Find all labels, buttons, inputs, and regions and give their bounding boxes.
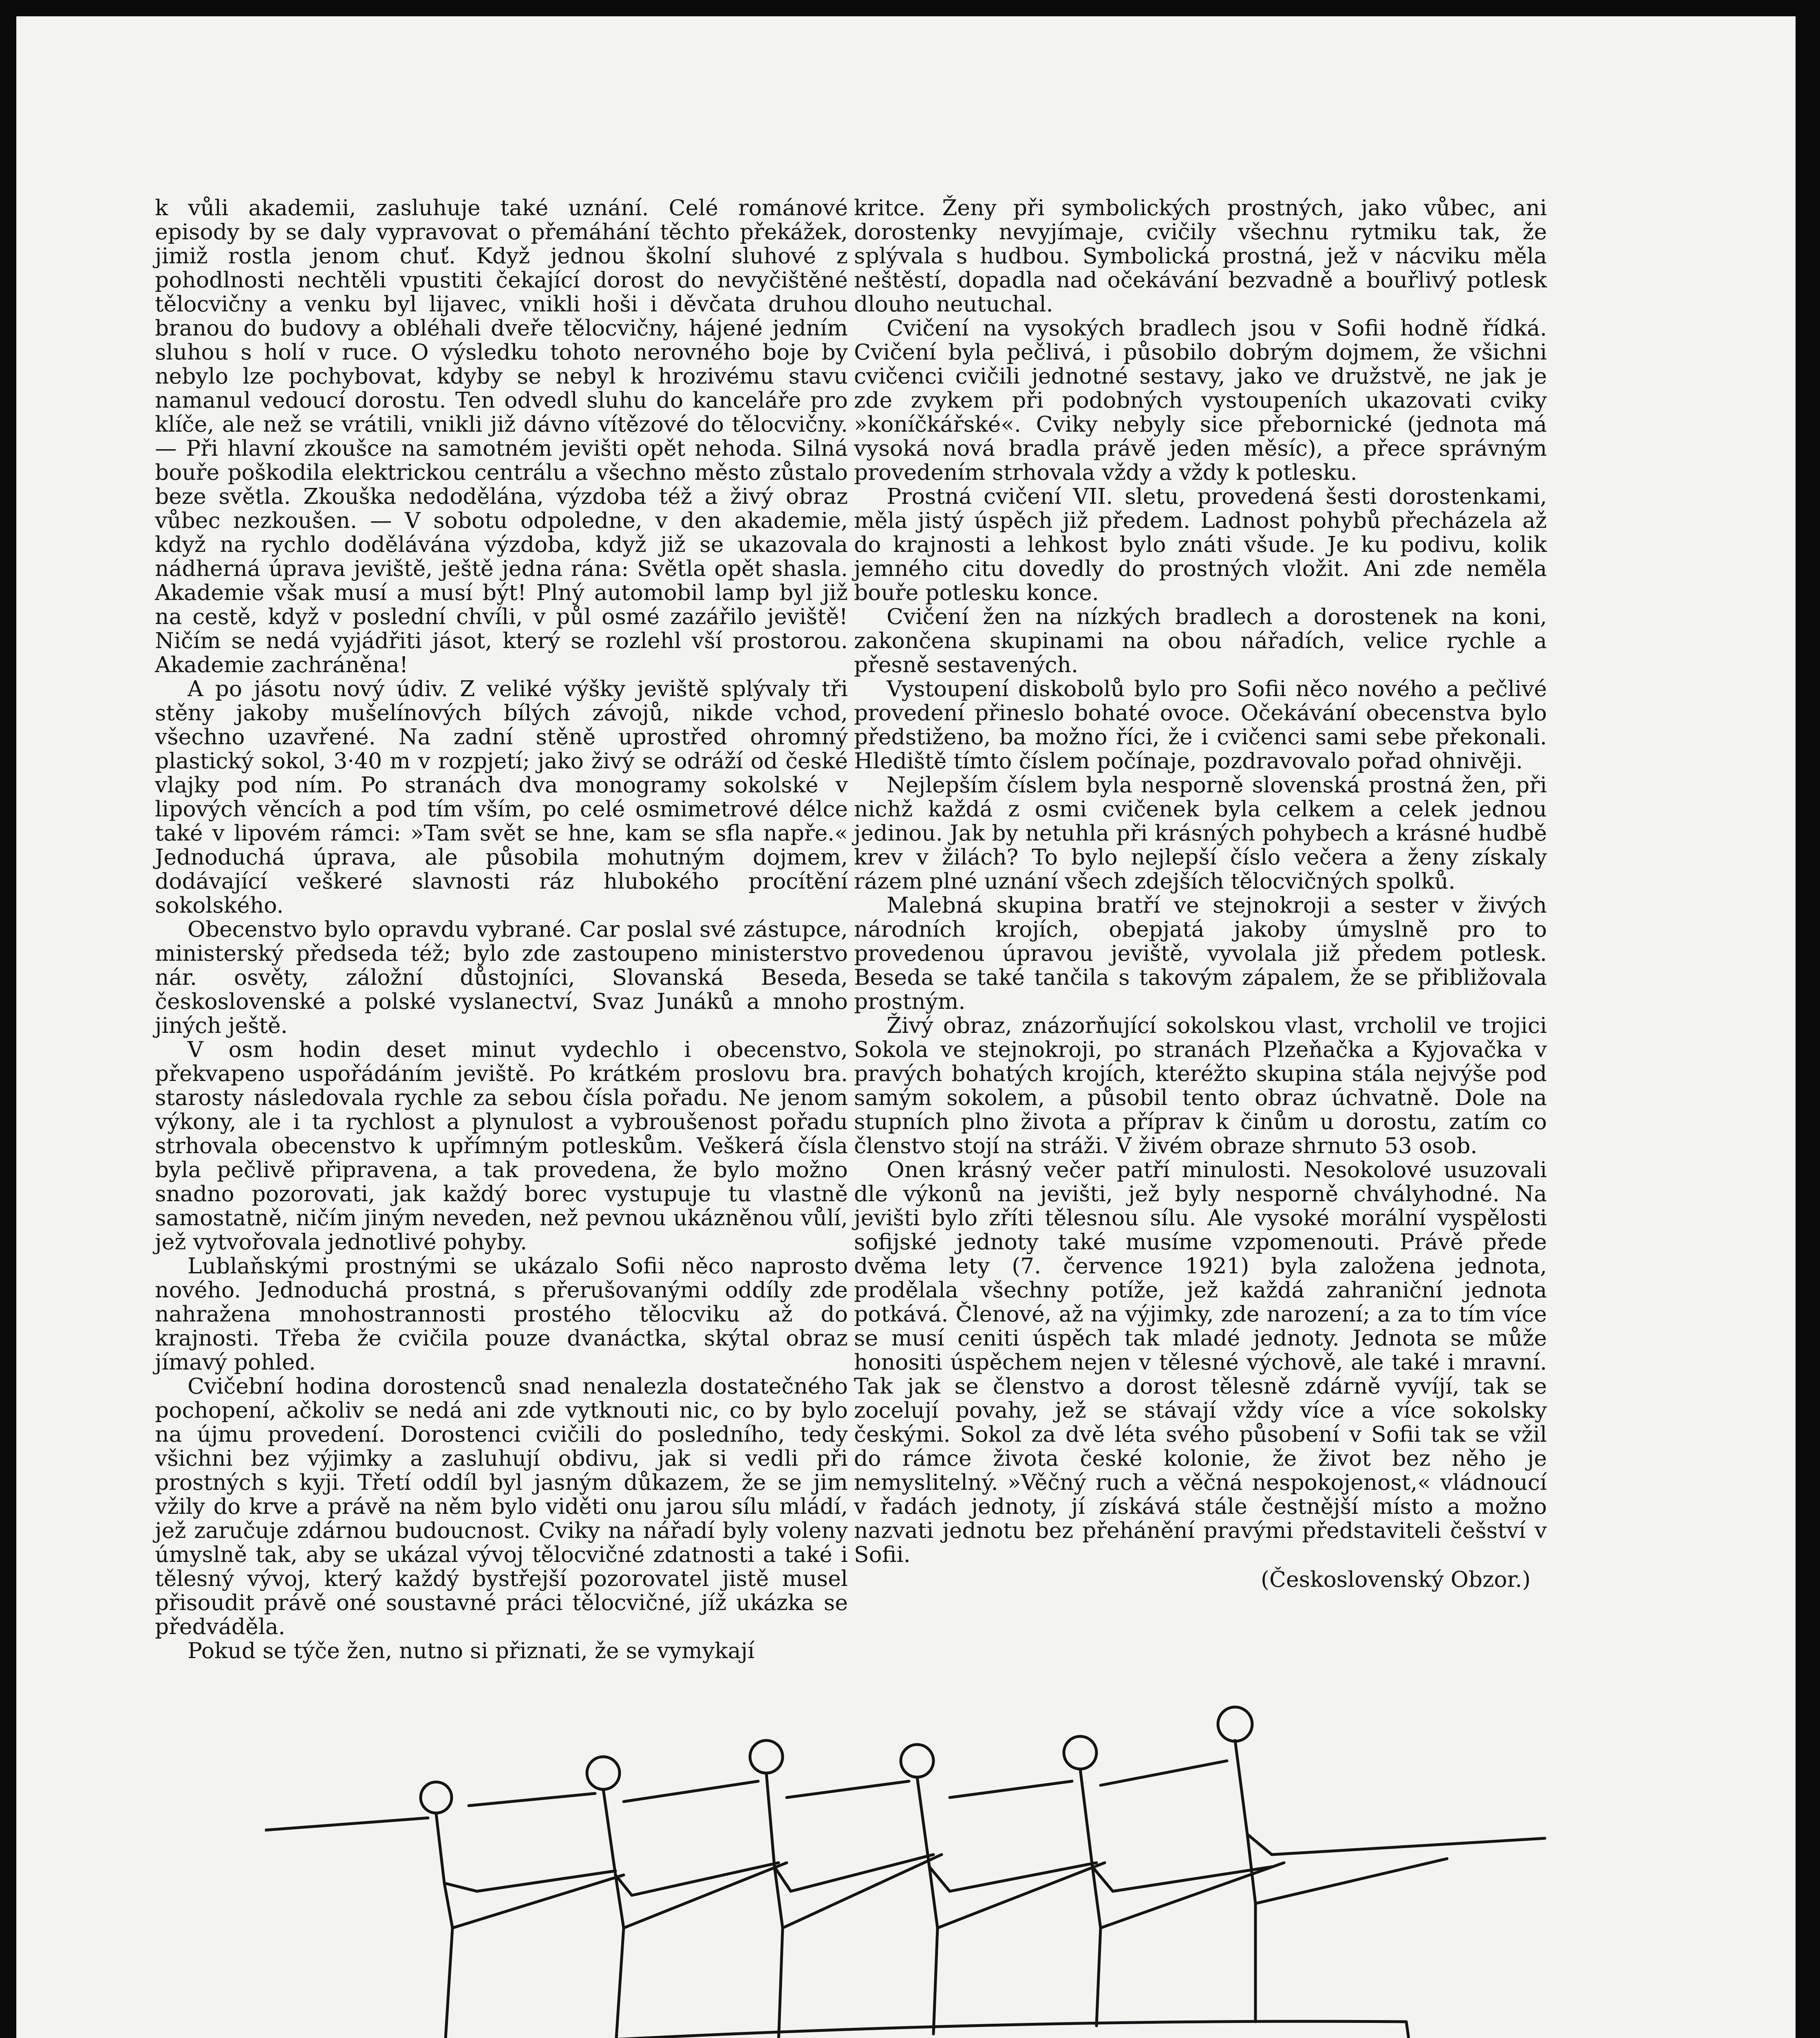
right-column xyxy=(854,196,1547,1591)
paragraph: Lublaňskými prostnými se ukázalo Sofii něco naprosto nového. Jednoduchá prostná, s přerušovanými oddíly zde nahražena mnohostrannosti prostého tělocviku až do krajnosti. Třeba že cvičila pouze dvanáctka, skýtal obraz jímavý pohled. xyxy=(155,1253,848,1375)
paragraph: Pokud se týče žen, nutno si přiznati, že se vymykají xyxy=(188,1638,755,1663)
gymnast-figure xyxy=(265,1782,624,2038)
paragraph: Prostná cvičení VII. sletu, provedená šesti dorostenkami, měla jistý úspěch již předem. Ladnost pohybů přecházela až do krajnosti a lehkost bylo znáti všude. Je ku podivu, kolik jemného citu dovedly do prostných vložit. Ani zde neměla bouře potlesku konce. xyxy=(854,483,1547,605)
gymnast-figure xyxy=(624,1740,942,2038)
gymnast-figure xyxy=(1101,1707,1545,2022)
paragraph: A po jásotu nový údiv. Z veliké výšky jeviště splývaly tři stěny jakoby mušelínových bílých závojů, nikde vchod, všechno uzavřené. Na zadní stěně uprostřed ohromný plastický sokol, 3·40 m v rozpjetí; jako živý se odráží od české vlajky pod ním. Po stranách dva monogramy sokolské v lipových věncích a pod tím vším, po celé osmimetrové délce také v lipovém rámci: »Tam svět se hne, kam se sfla napře.« Jednoduchá úprava, ale působila mohutným dojmem, dodávající veškeré slavnosti ráz hlubokého procítění sokolského. xyxy=(155,676,848,918)
paragraph: Cvičení žen na nízkých bradlech a dorostenek na koni, zakončena skupinami na obou nářadích, velice rychle a přesně sestavených. xyxy=(854,604,1547,677)
balance-beam xyxy=(306,2021,1410,2038)
paragraph: Malebná skupina bratří ve stejnokroji a sester v živých národních krojích, obepjatá jakoby úmyslně pro to provedenou úpravou jeviště, vyvolala již předem potlesk. Beseda se také tančila s takovým zápalem, že se přibližovala prostným. xyxy=(854,892,1547,1014)
gymnasts-on-beam-illustration xyxy=(265,1700,1561,2038)
paragraph: Vystoupení diskobolů bylo pro Sofii něco nového a pečlivé provedení přineslo bohaté ovoce. Očekávání obecenstva bylo předstiženo, ba možno říci, že i cvičenci sami sebe překonali. Hlediště tímto číslem počínaje, pozdravovalo pořad ohnivěji. xyxy=(854,676,1547,774)
gymnast-figure xyxy=(469,1757,787,2038)
paragraph: k vůli akademii, zasluhuje také uznání. Celé románové episody by se daly vypravovat o přemáhání těchto překážek, jimiž rostla jenom chuť. Když jednou školní sluhové z pohodlnosti nechtěli vpustiti čekající dorost do nevyčištěné tělocvičny a venku byl lijavec, vnikli hoši i děvčata druhou branou do budovy a obléhali dveře tělocvičny, hájené jedním sluhou s holí v ruce. O výsledku tohoto nerovného boje by nebylo lze pochybovat, kdyby se nebyl k hrozivému stavu namanul vedoucí dorostu. Ten odvedl sluhu do kanceláře pro klíče, ale než se vrátili, vnikli již dávno vítězové do tělocvičny. — Při hlavní zkoušce na samotném jevišti opět nehoda. Silná bouře poškodila elektrickou centrálu a všechno město zůstalo beze světla. Zkouška nedodělána, výzdoba též a živý obraz vůbec nezkoušen. — V sobotu odpoledne, v den akademie, když na rychlo dodělávána výzdoba, když již se ukazovala nádherná úprava jeviště, ještě jedna rána: Světla opět shasla. Akademie však musí a musí být! Plný automobil lamp byl již na cestě, když v poslední chvíli, v půl osmé zazářilo jeviště! Ničím se nedá vyjádřiti jásot, který se rozlehl vší prostorou. Akademie zachráněna! xyxy=(155,195,848,677)
paragraph: Nejlepším číslem byla nesporně slovenská prostná žen, při nichž každá z osmi cvičenek byla celkem a celek jednou jedinou. Jak by netuhla při krásných pohybech a krásné hudbě krev v žilách? To bylo nejlepší číslo večera a ženy získaly rázem plné uznání všech zdejších tělocvičných spolků. xyxy=(854,772,1547,894)
paragraph: Obecenstvo bylo opravdu vybrané. Car poslal své zástupce, ministerský předseda též; bylo zde zastoupeno ministerstvo nár. osvěty, záložní důstojníci, Slovanská Beseda, československé a polské vyslanectví, Svaz Junáků a mnoho jiných ještě. xyxy=(155,916,848,1038)
paragraph: Živý obraz, znázorňující sokolskou vlast, vrcholil ve trojici Sokola ve stejnokroji, po stranách Plzeňačka a Kyjovačka v pravých bohatých krojích, kteréžto skupina stála nejvýše pod samým sokolem, a působil tento obraz úchvatně. Dole na stupních plno života a příprav k činům u dorostu, zatím co členstvo stojí na stráži. V živém obraze shrnuto 53 osob. xyxy=(854,1012,1547,1158)
paragraph: Cvičební hodina dorostenců snad nenalezla dostatečného pochopení, ačkoliv se nedá ani zde vytknouti nic, co by bylo na újmu provedení. Dorostenci cvičili do posledního, tedy všichni bez výjimky a zasluhují obdivu, jak si vedli při prostných s kyji. Třetí oddíl byl jasným důkazem, že se jim vžily do krve a právě na něm bylo viděti onu jarou sílu mládí, jež zaručuje zdárnou budoucnost. Cviky na nářadí byly voleny úmyslně tak, aby se ukázal vývoj tělocvičné zdatnosti a také i tělesný vývoj, který každý bystřejší pozorovatel jistě musel přisoudit právě oné soustavné práci tělocvičné, jíž ukázka se předváděla. xyxy=(155,1373,848,1639)
paragraph: Cvičení na vysokých bradlech jsou v Sofii hodně řídká. Cvičení byla pečlivá, i působilo dobrým dojmem, že všichni cvičenci cvičili jednotné sestavy, jako ve družstvě, ne jak je zde zvykem při podobných vystoupeních ukazovati cviky »koníčkářské«. Cviky nebyly sice přebornické (jednota má vysoká nová bradla právě jeden měsíc), a přece správným provedením strhovala vždy a vždy k potlesku. xyxy=(854,315,1547,485)
left-column xyxy=(155,196,848,1663)
paragraph: kritce. Ženy při symbolických prostných, jako vůbec, ani dorostenky nevyjímaje, cvičily všechnu rytmiku tak, že splývala s hudbou. Symbolická prostná, jež v nácviku měla neštěstí, dopadla nad očekávání bezvadně a bouřlivý potlesk dlouho neutuchal. xyxy=(854,195,1547,317)
paragraph: V osm hodin deset minut vydechlo i obecenstvo, překvapeno uspořádáním jeviště. Po krátkém proslovu bra. starosty následovala rychle za sebou čísla pořadu. Ne jenom výkony, ale i ta rychlost a plynulost a vybroušenost pořadu strhovala obecenstvo k upřímným potleskům. Veškerá čísla byla pečlivě připravena, a tak provedena, že bylo možno snadno pozorovati, jak každý borec vystupuje tu vlastně samostatně, ničím jiným neveden, než pevnou ukázněnou vůlí, jež vytvořovala jednotlivé pohyby. xyxy=(155,1037,848,1255)
source-attribution: (Československý Obzor.) xyxy=(1261,1566,1531,1592)
gymnast-figure xyxy=(787,1745,1105,2034)
paragraph: Onen krásný večer patří minulosti. Nesokolové usuzovali dle výkonů na jevišti, jež byly nesporně chvályhodné. Na jevišti bylo zříti tělesnou sílu. Ale vysoké morální vyspělosti sofijské jednoty také musíme vzpomenouti. Právě přede dvěma lety (7. července 1921) byla založena jednota, prodělala všechny potíže, jež každá zahraniční jednota potkává. Členové, až na výjimky, zde narození; a za to tím více se musí ceniti úspěch tak mladé jednoty. Jednota se může honositi úspěchem nejen v tělesné výchově, ale také i mravní. Tak jak se členstvo a dorost tělesně zdárně vyvíjí, tak se zocelují povahy, jež se stávají vždy více a více sokolsky českými. Sokol za dvě léta svého působení v Sofii tak se vžil do rámce života české kolonie, že život bez něho je nemyslitelný. »Věčný ruch a věčná nespokojenost,« vládnoucí v řadách jednoty, jí získává stále čestnější místo a možno nazvati jednotu bez přehánění pravými představiteli češství v Sofii. xyxy=(854,1157,1547,1567)
